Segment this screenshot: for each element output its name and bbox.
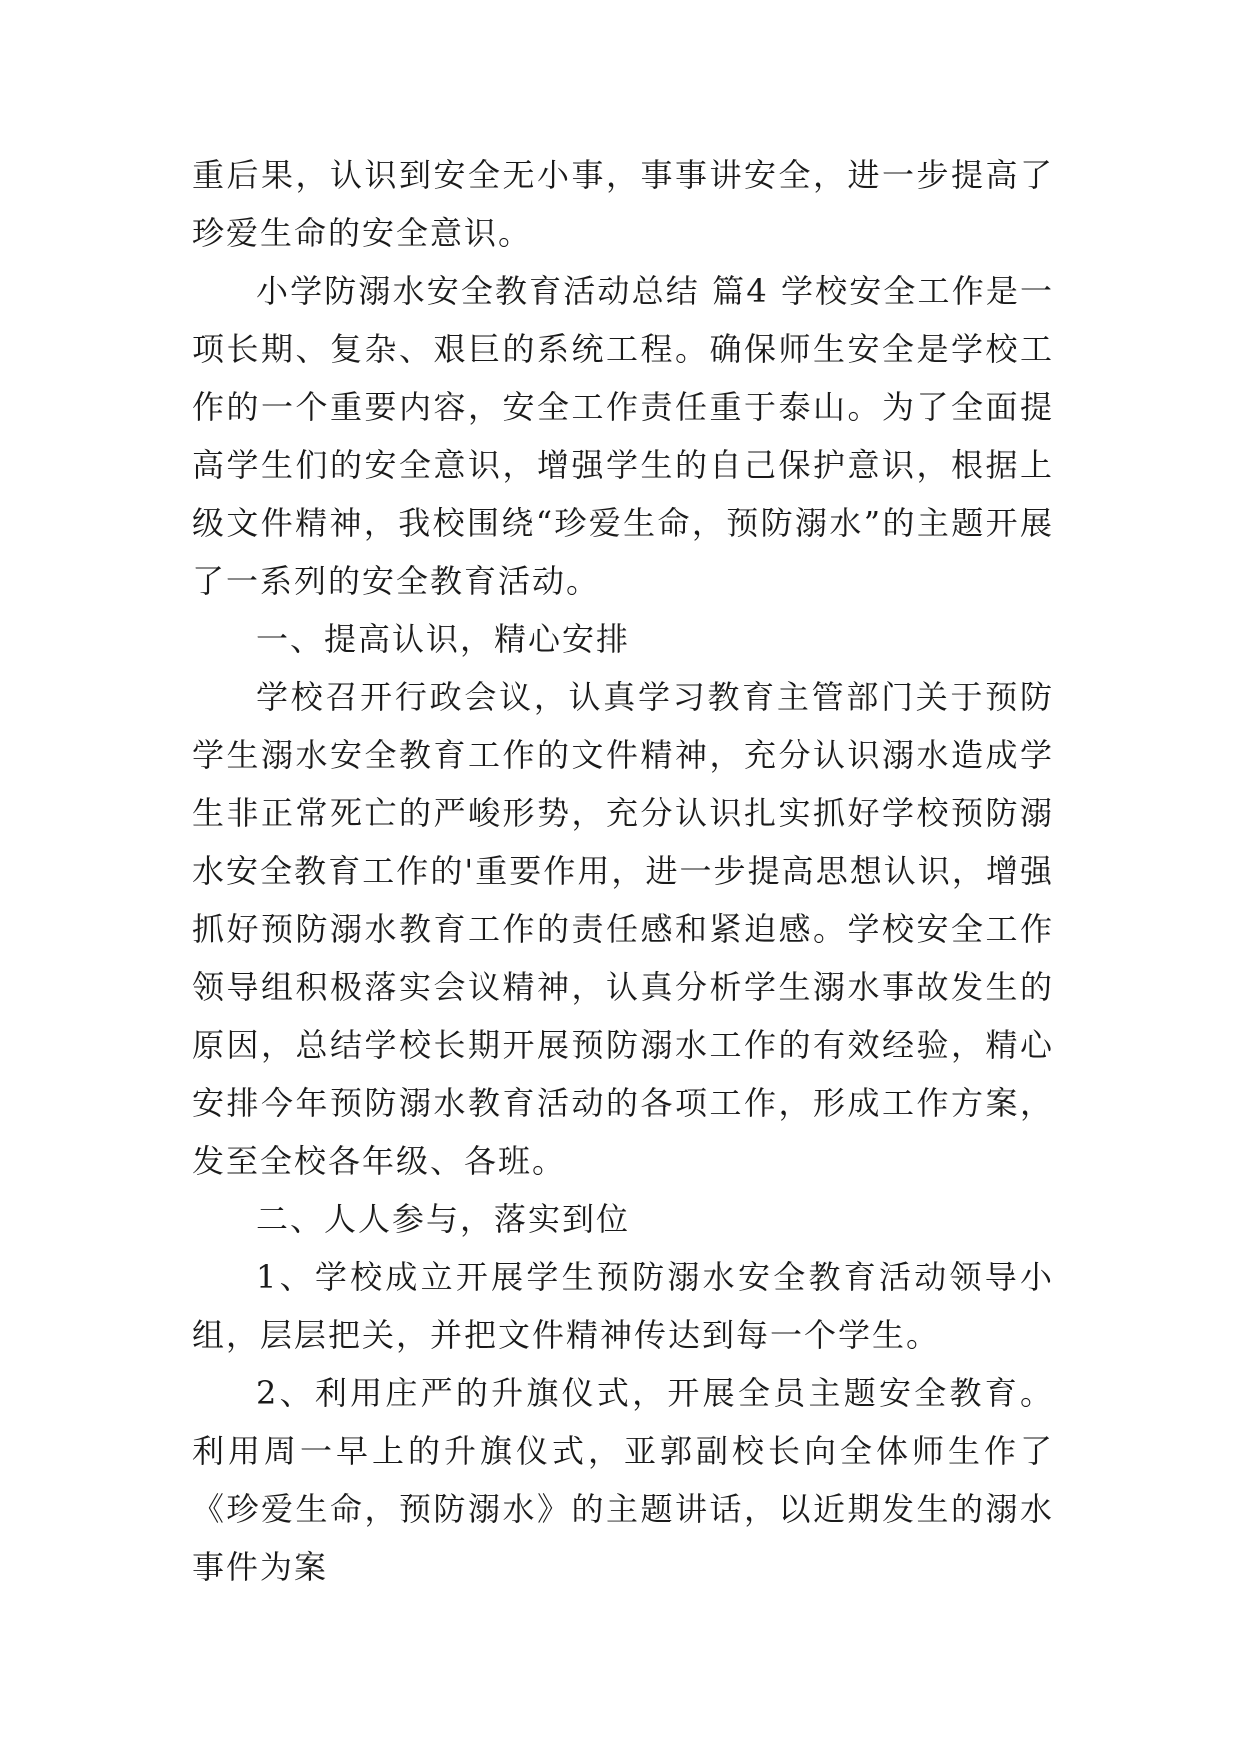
heading-section-one: 一、提高认识，精心安排	[256, 620, 631, 658]
document-page	[192, 146, 1054, 1596]
paragraph-continuation: 重后果，认识到安全无小事，事事讲安全，进一步提高了珍爱生命的安全意识。	[192, 156, 1054, 252]
paragraph-section-intro: 小学防溺水安全教育活动总结 篇4 学校安全工作是一项长期、复杂、艰巨的系统工程。确保师生安全是学校工作的一个重要内容，安全工作责任重于泰山。为了全面提高学生们的安全意识，增强学生的自己保护意识，根据上级文件精神，我校围绕“珍爱生命，预防溺水”的主题开展了一系列的安全教育活动。	[192, 272, 1054, 600]
paragraph-item-one: 1、学校成立开展学生预防溺水安全教育活动领导小组，层层把关，并把文件精神传达到每一个学生。	[192, 1258, 1054, 1354]
heading-section-two: 二、人人参与，落实到位	[256, 1200, 631, 1238]
paragraph-section-one-body: 学校召开行政会议，认真学习教育主管部门关于预防学生溺水安全教育工作的文件精神，充分认识溺水造成学生非正常死亡的严峻形势，充分认识扎实抓好学校预防溺水安全教育工作的'重要作用，进一步提高思想认识，增强抓好预防溺水教育工作的责任感和紧迫感。学校安全工作领导组积极落实会议精神，认真分析学生溺水事故发生的原因，总结学校长期开展预防溺水工作的有效经验，精心安排今年预防溺水教育活动的各项工作，形成工作方案，发至全校各年级、各班。	[192, 678, 1054, 1180]
paragraph-item-two: 2、利用庄严的升旗仪式，开展全员主题安全教育。利用周一早上的升旗仪式，亚郭副校长向全体师生作了《珍爱生命，预防溺水》的主题讲话，以近期发生的溺水事件为案	[192, 1374, 1054, 1586]
